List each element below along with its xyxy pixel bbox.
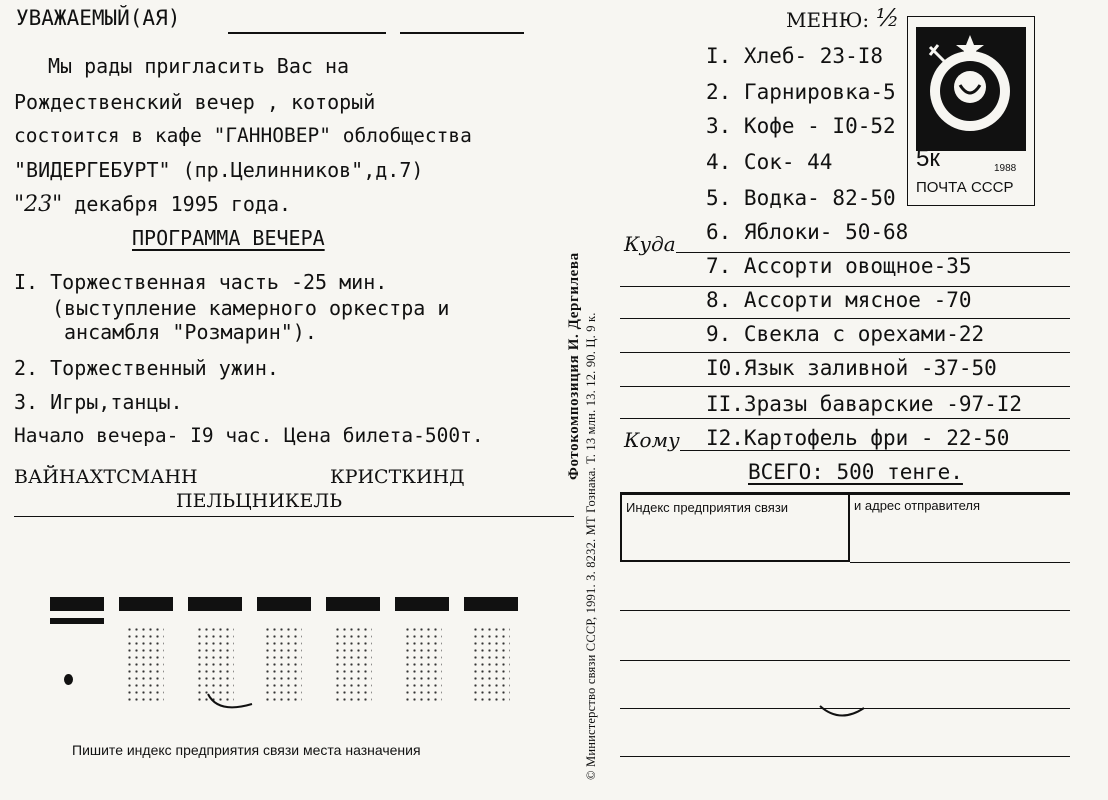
paper-crease-mark bbox=[206, 690, 254, 716]
invitation-line-1: Мы рады пригласить Вас на bbox=[48, 54, 350, 78]
stamp-caption: ПОЧТА СССР bbox=[916, 179, 1014, 196]
where-label: Куда bbox=[624, 232, 676, 256]
index-marker-underline bbox=[50, 618, 104, 624]
address-line[interactable] bbox=[620, 352, 1070, 353]
index-bar bbox=[119, 597, 173, 611]
index-dot bbox=[64, 674, 73, 685]
index-bar bbox=[257, 597, 311, 611]
index-bar bbox=[395, 597, 449, 611]
index-digit-box[interactable] bbox=[334, 626, 372, 702]
divider-line bbox=[14, 516, 574, 517]
program-item-1-detail: (выступление камерного оркестра и bbox=[52, 296, 450, 320]
index-digit-box[interactable] bbox=[264, 626, 302, 702]
name-blank-line-1 bbox=[228, 32, 386, 34]
sender-line[interactable] bbox=[620, 660, 1070, 661]
program-item-1: I. Торжественная часть -25 мин. bbox=[14, 270, 388, 294]
index-marker-bar bbox=[50, 597, 104, 611]
menu-item: 5. Водка- 82-50 bbox=[706, 186, 896, 210]
name-blank-line-2 bbox=[400, 32, 524, 34]
menu-item: I. Хлеб- 23-I8 bbox=[706, 44, 884, 68]
recipient-line[interactable] bbox=[680, 450, 1070, 451]
index-instruction: Пишите индекс предприятия связи места назначения bbox=[72, 742, 421, 758]
name-2: КРИСТКИНД bbox=[330, 466, 465, 488]
greeting: УВАЖАЕМЫЙ(АЯ) bbox=[16, 6, 181, 30]
postage-stamp bbox=[907, 16, 1035, 206]
name-1: ВАЙНАХТСМАНН bbox=[14, 466, 198, 488]
address-line[interactable] bbox=[620, 286, 1070, 287]
ussr-emblem-icon bbox=[914, 25, 1028, 153]
program-title: ПРОГРАММА ВЕЧЕРА bbox=[132, 226, 325, 250]
invitation-line-2: Рождественский вечер , который bbox=[14, 90, 376, 114]
index-digit-box[interactable] bbox=[404, 626, 442, 702]
menu-item: 2. Гарнировка-5 bbox=[706, 80, 896, 104]
invitation-date bbox=[14, 192, 291, 217]
menu-item: 4. Сок- 44 bbox=[706, 150, 833, 174]
index-bar bbox=[464, 597, 518, 611]
menu-item: I2.Картофель фри - 22-50 bbox=[706, 426, 1010, 450]
index-bar bbox=[326, 597, 380, 611]
menu-total: ВСЕГО: 500 тенге. bbox=[748, 460, 963, 484]
menu-item: 3. Кофе - I0-52 bbox=[706, 114, 896, 138]
vertical-credit-text: Фотокомпозиция И. Дергилева bbox=[566, 252, 582, 480]
invitation-line-3: состоится в кафе "ГАННОВЕР" облобщества bbox=[14, 124, 472, 147]
date-rest: декабря 1995 года. bbox=[74, 192, 292, 216]
sender-line[interactable] bbox=[850, 562, 1070, 563]
index-digit-box[interactable] bbox=[126, 626, 164, 702]
stamp-year: 1988 bbox=[994, 163, 1017, 174]
sender-line[interactable] bbox=[620, 756, 1070, 757]
menu-item: 9. Свекла с орехами-22 bbox=[706, 322, 985, 346]
sender-line[interactable] bbox=[620, 610, 1070, 611]
menu-item: II.Зразы баварские -97-I2 bbox=[706, 392, 1023, 416]
name-3: ПЕЛЬЦНИКЕЛЬ bbox=[176, 490, 343, 512]
sender-address-label: и адрес отправителя bbox=[854, 498, 981, 513]
menu-item: I0.Язык заливной -37-50 bbox=[706, 356, 997, 380]
program-item-1-detail-2: ансамбля "Розмарин"). bbox=[64, 320, 317, 344]
menu-item: 7. Ассорти овощное-35 bbox=[706, 254, 972, 278]
menu-item: 8. Ассорти мясное -70 bbox=[706, 288, 972, 312]
index-digit-box[interactable] bbox=[472, 626, 510, 702]
date-handwritten: "23" bbox=[14, 192, 63, 217]
to-label: Кому bbox=[624, 428, 680, 452]
start-and-price: Начало вечера- I9 час. Цена билета-500т. bbox=[14, 424, 484, 447]
program-item-2: 2. Торжественный ужин. bbox=[14, 356, 279, 380]
menu-item: 6. Яблоки- 50-68 bbox=[706, 220, 909, 244]
vertical-imprint bbox=[584, 312, 599, 780]
program-item-3: 3. Игры,танцы. bbox=[14, 390, 183, 414]
address-line[interactable] bbox=[620, 318, 1070, 319]
address-line[interactable] bbox=[620, 386, 1070, 387]
sender-index-label: Индекс предприятия связи bbox=[626, 500, 789, 515]
invitation-line-4: "ВИДЕРГЕБУРТ" (пр.Целинников",д.7) bbox=[14, 158, 424, 182]
vertical-imprint-text: © Министерство связи СССР, 1991. З. 8232. МТ Гознака. Т. 13 млн. 13. 12. 90. Ц. 9 к. bbox=[584, 312, 598, 780]
stamp-value: 5к bbox=[916, 145, 940, 172]
menu-title: МЕНЮ: bbox=[786, 8, 870, 32]
sender-index-box[interactable] bbox=[620, 492, 850, 562]
vertical-credit bbox=[566, 252, 583, 480]
index-bar bbox=[188, 597, 242, 611]
address-line[interactable] bbox=[676, 252, 1070, 253]
paper-crease-mark bbox=[818, 702, 866, 724]
menu-handwritten-mark: ½ bbox=[876, 4, 900, 32]
address-line[interactable] bbox=[620, 418, 1070, 419]
